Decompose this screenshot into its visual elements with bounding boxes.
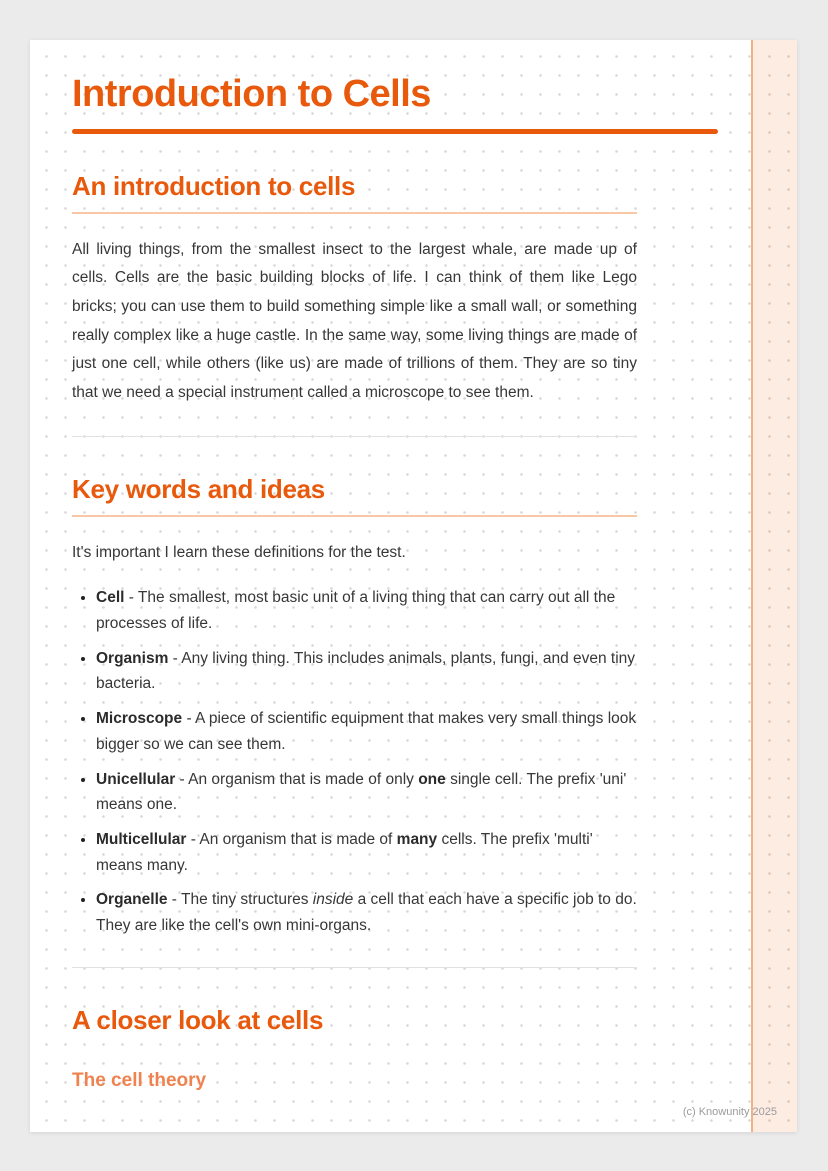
- keyword-item: • Unicellular - An organism that is made of only one single cell. The prefix 'uni' means one.: [96, 767, 637, 818]
- subsection-heading-cell-theory: The cell theory: [72, 1069, 207, 1091]
- keyword-item: • Microscope - A piece of scientific equipment that makes very small things look bigger so we can see them.: [96, 706, 637, 757]
- page-title: Introduction to Cells: [72, 73, 431, 115]
- watermark-text: (c) Knowunity 2025: [682, 1106, 777, 1118]
- keyword-term: Microscope: [96, 710, 183, 728]
- document-page: [30, 40, 797, 1132]
- keyword-term: Multicellular: [96, 831, 187, 849]
- keyword-term: Unicellular: [96, 770, 176, 788]
- section-heading-closer-look: A closer look at cells: [72, 1004, 324, 1035]
- section-introduction: [72, 172, 637, 408]
- section-divider: [72, 967, 637, 968]
- section-heading-keywords: Key words and ideas: [72, 475, 637, 517]
- introduction-paragraph: All living things, from the smallest insect to the largest whale, are made up of cells. Cells are the basic building blocks of life. I can think of them like Lego bricks; you can use them to build something simple like a small wall, or something really complex like a huge castle. In the same way, some living things are made of just one cell, while others (like us) are made of trillions of them. They are so tiny that we need a special instrument called a microscope to see them.: [72, 240, 637, 402]
- keyword-item: • Organism - Any living thing. This includes animals, plants, fungi, and even tiny bacteria.: [96, 646, 637, 697]
- keyword-item: • Cell - The smallest, most basic unit of a living thing that can carry out all the processes of life.: [96, 585, 637, 636]
- keyword-term: Organism: [96, 649, 169, 667]
- section-keywords: [72, 475, 637, 939]
- keyword-item: • Multicellular - An organism that is made of many cells. The prefix 'multi' means many.: [96, 827, 637, 878]
- notebook-margin-strip: [751, 40, 797, 1132]
- section-divider: [72, 436, 637, 437]
- keywords-intro-text: It's important I learn these definitions for the test.: [72, 543, 406, 561]
- title-rule: [72, 129, 718, 134]
- document-content: [72, 74, 637, 1092]
- keyword-list: [72, 585, 637, 939]
- keyword-term: Organelle: [96, 891, 168, 909]
- section-closer-look: [72, 1006, 637, 1092]
- section-heading-introduction: An introduction to cells: [72, 172, 637, 214]
- keyword-item: • Organelle - The tiny structures inside a cell that each have a specific job to do. They are like the cell's own mini-organs.: [96, 887, 637, 938]
- keyword-term: Cell: [96, 589, 125, 607]
